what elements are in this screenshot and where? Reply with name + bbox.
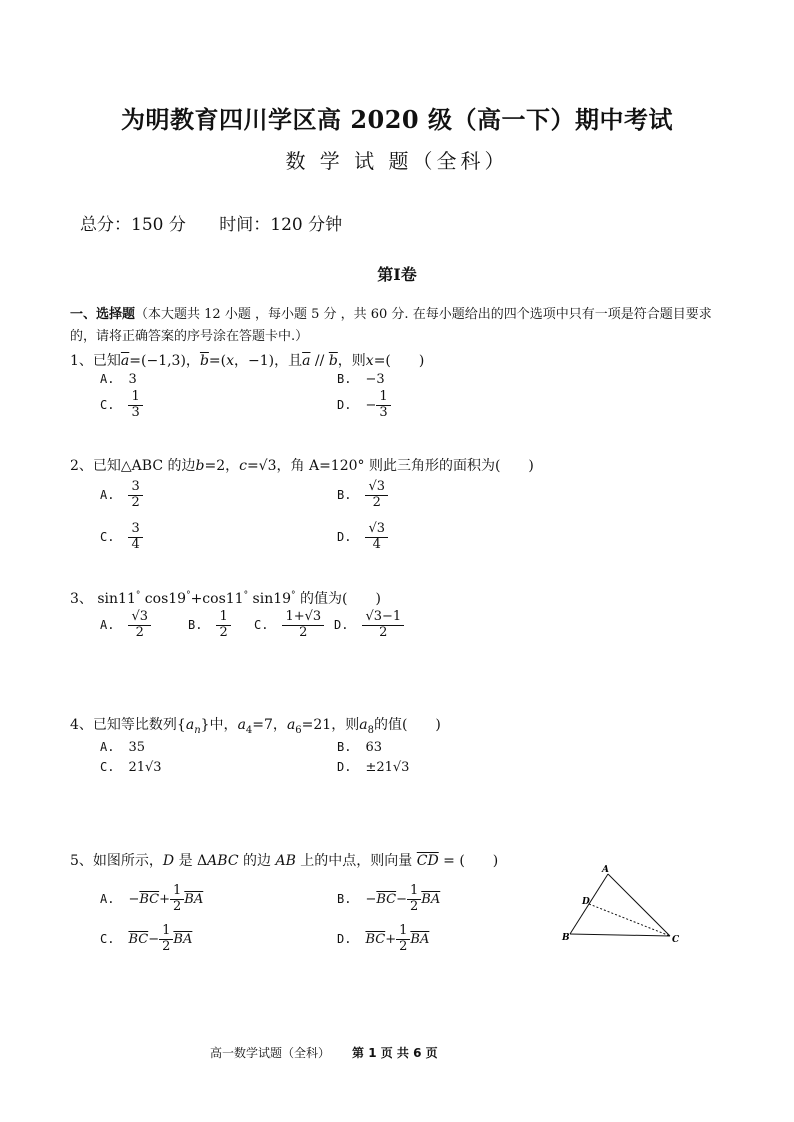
question-5-stem: 5、如图所示，D 是 ΔABC 的边 AB 上的中点，则向量 $\overline{CD}$ = ( ) xyxy=(70,853,499,869)
label-a: A xyxy=(602,865,609,875)
question-2-option-a[interactable]: A. $\frac{3}{2}$ xyxy=(100,480,143,511)
footer-subject: 高一数学试题（全科） xyxy=(210,1046,331,1060)
side-bc xyxy=(570,934,670,936)
volume-heading: 第Ⅰ卷 xyxy=(377,265,417,284)
page-footer xyxy=(210,1044,438,1061)
question-4-stem: 4、已知等比数列$\{a_n\}$中，$a_4=7$，$a_6=21$，则$a_8$的值( ) xyxy=(70,717,441,736)
question-3-option-b[interactable]: B. $\frac{1}{2}$ xyxy=(188,610,231,641)
question-2-option-d[interactable]: D. $\frac{√3}{4}$ xyxy=(337,522,388,553)
question-3-stem: 3、 sin11° cos19°+cos11° sin19° 的值为( ) xyxy=(70,590,381,607)
question-4-option-a[interactable]: A. 35 xyxy=(100,740,145,755)
triangle-figure xyxy=(556,860,696,950)
question-2-stem: 2、已知△ABC 的边b=2，c=√3，角 A=120° 则此三角形的面积为( ) xyxy=(70,458,534,474)
label-c: C xyxy=(672,935,680,945)
question-5-option-c[interactable]: C. $\overline{BC}-$ $\frac{1}{2}$ $\overline{BA}$ xyxy=(100,923,193,954)
section-instructions: （本大题共 12 小题 ，每小题 5 分 ，共 60 分. 在每小题给出的四个选项中只有一项是符合题目要求的，请将正确答案的序号涂在答题卡中.） xyxy=(70,307,712,344)
question-2-option-c[interactable]: C. $\frac{3}{4}$ xyxy=(100,522,143,553)
label-b: B xyxy=(562,933,570,943)
question-5-option-a[interactable]: A. $-\overline{BC}+$ $\frac{1}{2}$ $\overline{BA}$ xyxy=(100,883,204,914)
question-5-option-d[interactable]: D. $\overline{BC}+$ $\frac{1}{2}$ $\overline{BA}$ xyxy=(337,923,430,954)
question-4-option-b[interactable]: B. 63 xyxy=(337,740,382,755)
footer-page: 第 1 页 共 6 页 xyxy=(352,1046,438,1060)
exam-subtitle: 数 学 试 题（全科） xyxy=(285,149,509,173)
question-4-option-c[interactable]: C. 21√3 xyxy=(100,760,162,775)
median-cd xyxy=(589,904,670,936)
question-3-option-d[interactable]: D. $\frac{√3-1}{2}$ xyxy=(334,610,404,641)
section-intro xyxy=(70,304,730,348)
question-2-option-b[interactable]: B. $\frac{√3}{2}$ xyxy=(337,480,388,511)
question-3-option-a[interactable]: A. $\frac{√3}{2}$ xyxy=(100,610,151,641)
question-1-option-a[interactable]: A. 3 xyxy=(100,372,137,387)
total-score: 总分：150 分 xyxy=(80,215,186,235)
question-5-option-b[interactable]: B. $-\overline{BC}-$ $\frac{1}{2}$ $\overline{BA}$ xyxy=(337,883,441,914)
side-ac xyxy=(608,874,670,936)
exam-title: 为明教育四川学区高 2020 级（高一下）期中考试 xyxy=(120,105,673,134)
score-time-line xyxy=(80,210,370,235)
question-1-stem: 1、已知$\overline{a}=(-1,3)$，$\overline{b}=(x$，−1)，且$\overline{a} // \overline{b}$，则x=( ) xyxy=(70,353,425,369)
question-3-option-c[interactable]: C. $\frac{1+√3}{2}$ xyxy=(254,610,324,641)
question-1-option-c[interactable]: C. $\frac{1}{3}$ xyxy=(100,390,143,421)
section-heading: 一、选择题 xyxy=(70,307,136,322)
label-d: D xyxy=(582,897,590,907)
question-4-option-d[interactable]: D. ±21√3 xyxy=(337,760,410,775)
question-1-option-d[interactable]: D. − $\frac{1}{3}$ xyxy=(337,390,391,421)
question-1-option-b[interactable]: B. −3 xyxy=(337,372,385,387)
exam-time: 时间：120 分钟 xyxy=(219,215,343,235)
